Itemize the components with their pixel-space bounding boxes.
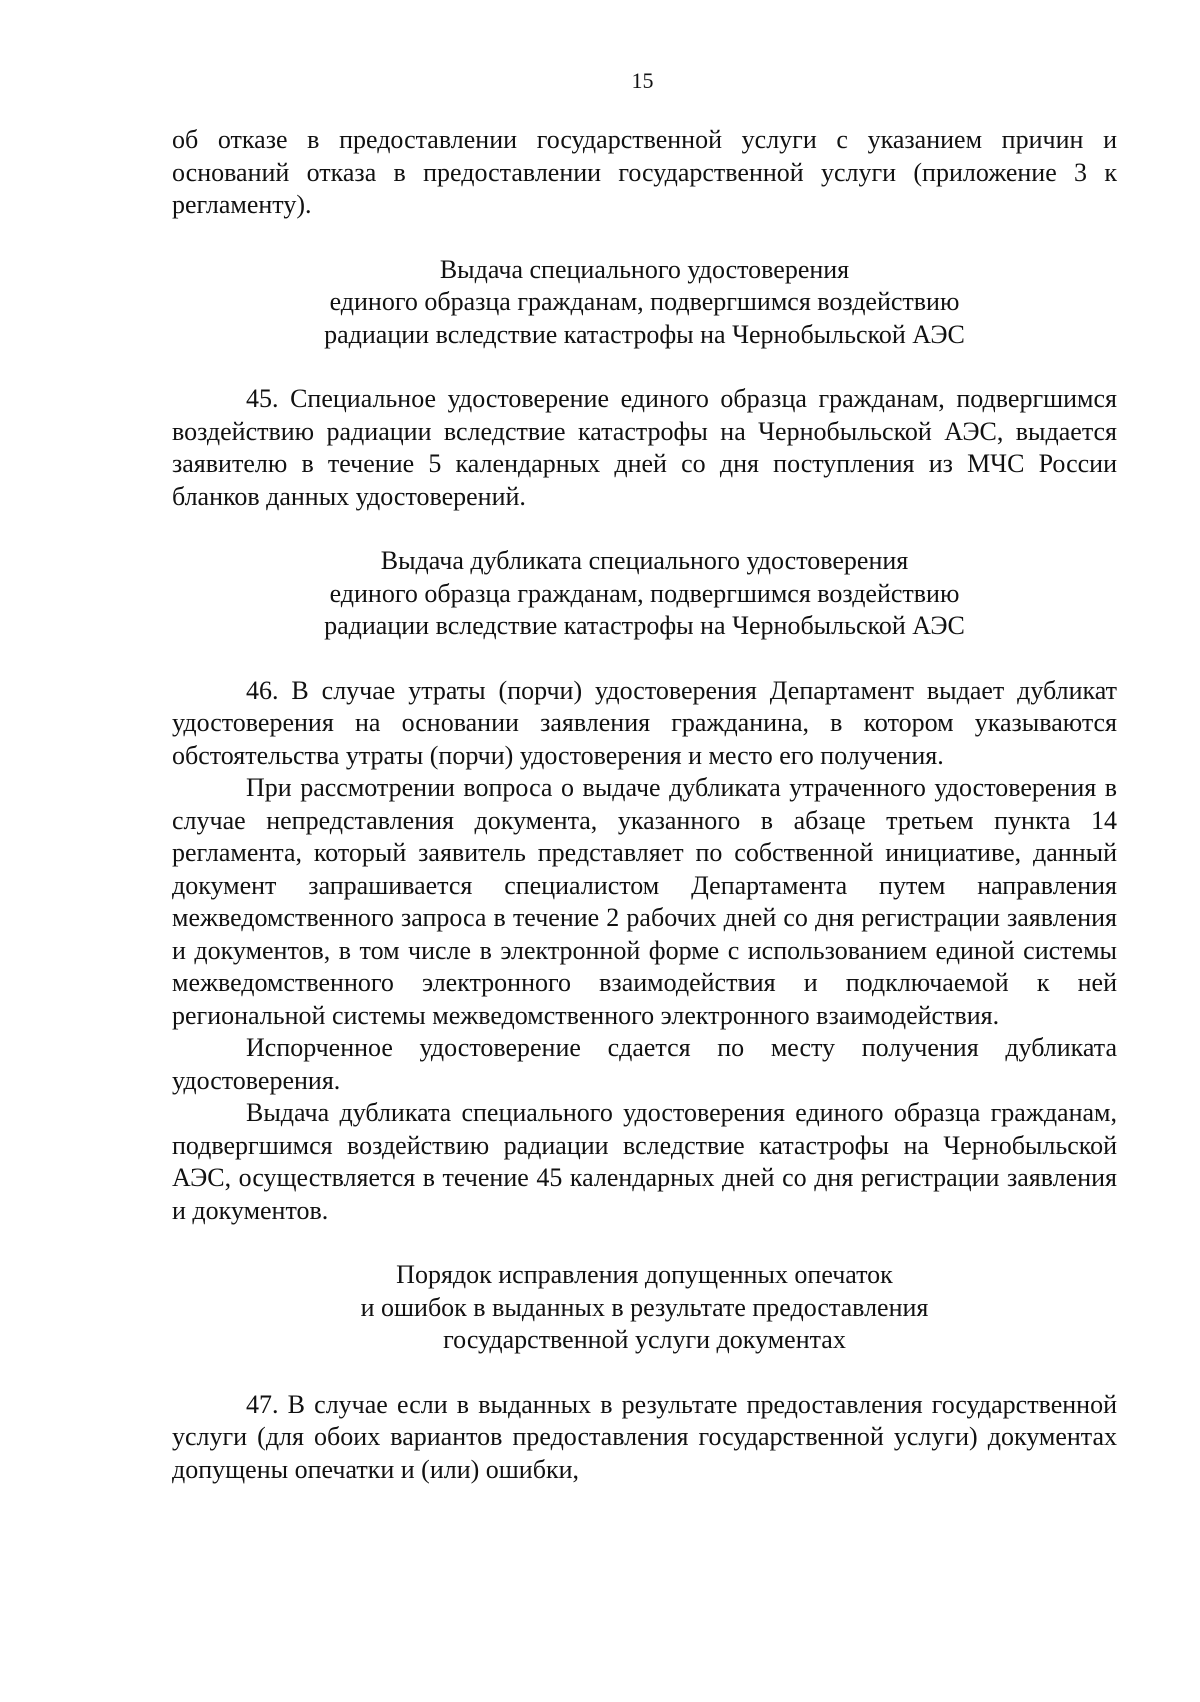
spacer <box>172 643 1117 675</box>
spacer <box>172 222 1117 254</box>
section-heading-issue-duplicate <box>172 545 1117 643</box>
spacer <box>172 513 1117 545</box>
spacer <box>172 351 1117 383</box>
paragraph-46-duplicate-term: Выдача дубликата специального удостоверения единого образца гражданам, подвергшимся воздействию радиации вследствие катастрофы на Чернобыльской АЭС, осуществляется в течение 45 календарных дней со дня регистрации заявления и документов. <box>172 1098 1117 1225</box>
heading-line: государственной услуги документах <box>443 1325 846 1354</box>
heading-line: и ошибок в выданных в результате предоставления <box>360 1292 929 1322</box>
paragraph-46: 46. В случае утраты (порчи) удостоверения Департамент выдает дубликат удостоверения на основании заявления гражданина, в котором указываются обстоятельства утраты (порчи) удостоверения и место его получения. <box>172 675 1117 770</box>
heading-line: единого образца гражданам, подвергшимся воздействию <box>329 287 960 316</box>
paragraph-45: 45. Специальное удостоверение единого образца гражданам, подвергшимся воздействию радиации вследствие катастрофы на Чернобыльской АЭС, выдается заявителю в течение 5 календарных дней со дня поступления из МЧС России бланков данных удостоверений. <box>172 384 1117 511</box>
spacer <box>172 1227 1117 1259</box>
spacer <box>172 1357 1117 1389</box>
heading-line: Выдача дубликата специального удостоверения <box>380 546 909 575</box>
heading-line: единого образца гражданам, подвергшимся воздействию <box>329 578 960 608</box>
heading-line: радиации вследствие катастрофы на Чернобыльской АЭС <box>324 611 965 640</box>
intro-paragraph: об отказе в предоставлении государственной услуги с указанием причин и оснований отказа в предоставлении государственной услуги (приложение 3 к регламенту). <box>172 125 1117 219</box>
heading-line: радиации вследствие катастрофы на Чернобыльской АЭС <box>324 319 965 349</box>
heading-line: Выдача специального удостоверения <box>439 254 850 284</box>
document-body <box>172 124 1117 1486</box>
section-heading-error-correction <box>172 1259 1117 1357</box>
section-heading-issue-certificate <box>172 254 1117 352</box>
heading-line: Порядок исправления допущенных опечаток <box>396 1260 893 1289</box>
page-number: 15 <box>631 68 654 93</box>
paragraph-47: 47. В случае если в выданных в результате предоставления государственной услуги (для обоих вариантов предоставления государственной услуги) документах допущены опечатки и (или) ошибки, <box>172 1389 1117 1484</box>
paragraph-46-damaged-certificate: Испорченное удостоверение сдается по месту получения дубликата удостоверения. <box>172 1033 1117 1095</box>
paragraph-46-interagency-request: При рассмотрении вопроса о выдаче дубликата утраченного удостоверения в случае непредставления документа, указанного в абзаце третьем пункта 14 регламента, который заявитель представляет по собственной инициативе, данный документ запрашивается специалистом Департамента путем направления межведомственного запроса в течение 2 рабочих дней со дня регистрации заявления и документов, в том числе в электронной форме с использованием единой системы межведомственного электронного взаимодействия и подключаемой к ней региональной системы межведомственного электронного взаимодействия. <box>172 773 1117 1030</box>
